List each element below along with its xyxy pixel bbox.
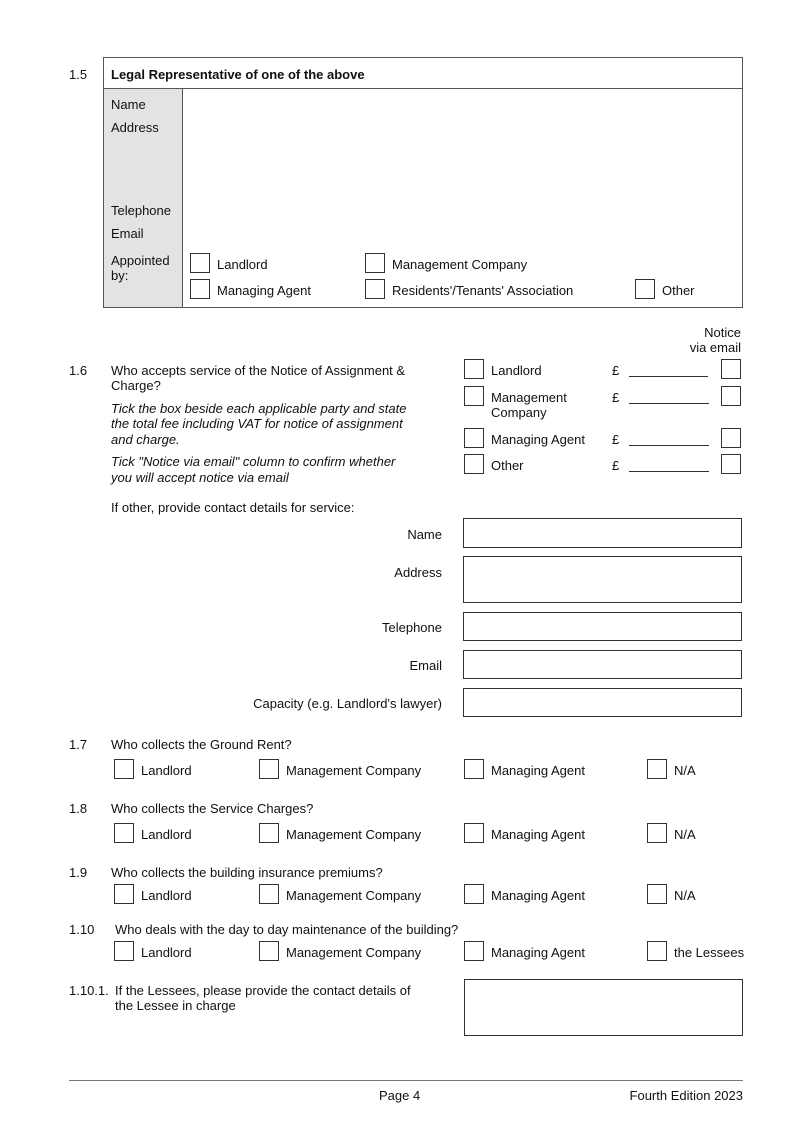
service-charges-landlord-checkbox[interactable] [114,823,134,843]
service-charges-na-checkbox[interactable] [647,823,667,843]
question: Who deals with the day to day maintenance of the building? [115,922,459,937]
footer-divider [69,1080,743,1081]
lessee-prompt-line-1: If the Lessees, please provide the contact details of [115,983,411,998]
service-managing-agent-checkbox[interactable] [464,428,484,448]
managing-agent-fee-input[interactable] [629,445,709,446]
option-label: Landlord [141,945,192,960]
ground-rent-landlord-checkbox[interactable] [114,759,134,779]
appointed-managing-agent-checkbox[interactable] [190,279,210,299]
maintenance-management-company-checkbox[interactable] [259,941,279,961]
instruction-line: you will accept notice via email [111,470,289,485]
service-landlord-label: Landlord [491,363,542,378]
option-label: Managing Agent [491,945,585,960]
contact-capacity-field[interactable] [463,688,742,717]
lessee-contact-field[interactable] [464,979,743,1036]
appointed-residents-association-checkbox[interactable] [365,279,385,299]
currency-symbol: £ [612,390,620,405]
insurance-management-company-checkbox[interactable] [259,884,279,904]
telephone-label: Telephone [111,203,171,218]
service-charges-managing-agent-checkbox[interactable] [464,823,484,843]
option-label: the Lessees [674,945,745,960]
instruction-line: the total fee including VAT for notice of assignment [111,416,403,431]
option-label: Managing Agent [491,888,585,903]
section-number: 1.10.1. [69,983,109,998]
appointed-management-company-label: Management Company [392,257,528,272]
contact-telephone-field[interactable] [463,612,742,641]
maintenance-managing-agent-checkbox[interactable] [464,941,484,961]
section-number: 1.8 [69,801,88,816]
section-number: 1.6 [69,363,88,378]
landlord-fee-input[interactable] [629,376,708,377]
insurance-managing-agent-checkbox[interactable] [464,884,484,904]
service-management-label-1: Management [491,390,567,405]
currency-symbol: £ [612,458,620,473]
ground-rent-managing-agent-checkbox[interactable] [464,759,484,779]
appointed-managing-agent-label: Managing Agent [217,283,311,298]
notice-header-line-2: via email [689,340,741,355]
landlord-notice-email-checkbox[interactable] [721,359,741,379]
maintenance-lessees-checkbox[interactable] [647,941,667,961]
contact-telephone-label: Telephone [382,620,442,635]
other-notice-email-checkbox[interactable] [721,454,741,474]
section-number: 1.5 [69,67,88,82]
section-number: 1.9 [69,865,88,880]
currency-symbol: £ [612,363,620,378]
option-label: Landlord [141,763,192,778]
contact-address-field[interactable] [463,556,742,603]
option-label: Management Company [286,945,422,960]
service-other-label: Other [491,458,524,473]
service-managing-agent-label: Managing Agent [491,432,585,447]
option-label: Managing Agent [491,827,585,842]
option-label: N/A [674,763,696,778]
appointed-landlord-label: Landlord [217,257,268,272]
appointed-other-checkbox[interactable] [635,279,655,299]
other-fee-input[interactable] [629,471,709,472]
option-label: Landlord [141,827,192,842]
notice-header-line-1: Notice [704,325,741,340]
page-number: Page 4 [379,1088,421,1103]
email-label: Email [111,226,144,241]
appointed-landlord-checkbox[interactable] [190,253,210,273]
option-label: Management Company [286,763,422,778]
section-number: 1.10 [69,922,95,937]
option-label: N/A [674,827,696,842]
service-management-company-checkbox[interactable] [464,386,484,406]
option-label: Management Company [286,827,422,842]
appointed-label: Appointed [111,253,170,268]
ground-rent-na-checkbox[interactable] [647,759,667,779]
question: Who collects the building insurance premiums? [111,865,383,880]
management-company-fee-input[interactable] [629,403,709,404]
insurance-landlord-checkbox[interactable] [114,884,134,904]
ground-rent-management-company-checkbox[interactable] [259,759,279,779]
question-line-2: Charge? [111,378,161,393]
section-title: Legal Representative of one of the above [111,67,365,82]
managing-agent-notice-email-checkbox[interactable] [721,428,741,448]
option-label: Management Company [286,888,422,903]
service-other-checkbox[interactable] [464,454,484,474]
appointed-by-label: by: [111,268,129,283]
edition: Fourth Edition 2023 [629,1088,743,1103]
other-contact-prompt: If other, provide contact details for service: [111,500,355,515]
appointed-residents-association-label: Residents'/Tenants' Association [392,283,574,298]
name-label: Name [111,97,146,112]
option-label: Managing Agent [491,763,585,778]
service-landlord-checkbox[interactable] [464,359,484,379]
service-management-label-2: Company [491,405,547,420]
option-label: N/A [674,888,696,903]
contact-name-label: Name [407,527,442,542]
appointed-other-label: Other [662,283,695,298]
management-company-notice-email-checkbox[interactable] [721,386,741,406]
contact-address-label: Address [394,565,442,580]
contact-email-field[interactable] [463,650,742,679]
service-charges-management-company-checkbox[interactable] [259,823,279,843]
contact-name-field[interactable] [463,518,742,548]
contact-capacity-label: Capacity (e.g. Landlord's lawyer) [253,696,442,711]
contact-email-label: Email [409,658,442,673]
option-label: Landlord [141,888,192,903]
question: Who collects the Service Charges? [111,801,314,816]
appointed-management-company-checkbox[interactable] [365,253,385,273]
currency-symbol: £ [612,432,620,447]
insurance-na-checkbox[interactable] [647,884,667,904]
instruction-line: and charge. [111,432,180,447]
question-line-1: Who accepts service of the Notice of Assignment & [111,363,406,378]
instruction-line: Tick the box beside each applicable party and state [111,401,407,416]
instruction-line: Tick "Notice via email" column to confirm whether [111,454,396,469]
lessee-prompt-line-2: the Lessee in charge [115,998,236,1013]
section-number: 1.7 [69,737,88,752]
address-label: Address [111,120,159,135]
question: Who collects the Ground Rent? [111,737,292,752]
maintenance-landlord-checkbox[interactable] [114,941,134,961]
